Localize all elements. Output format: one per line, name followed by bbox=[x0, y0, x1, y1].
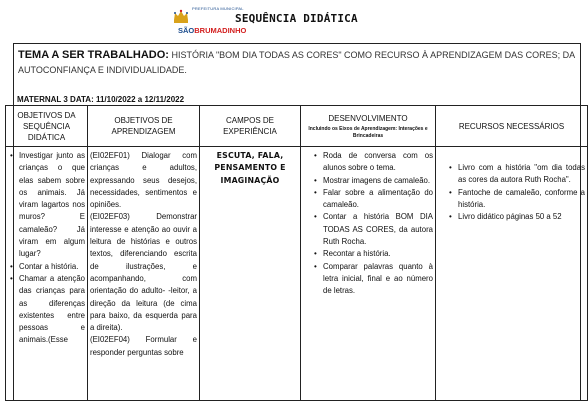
document-title: SEQUÊNCIA DIDÁTICA bbox=[235, 12, 358, 25]
list-item: • Falar sobre a alimentação do camaleão. bbox=[323, 187, 433, 212]
list-item: • Contar a história BOM DIA TODAS AS CORES, da autora Ruth Rocha. bbox=[323, 211, 433, 248]
list-item: • Livro com a história "om dia todas as cores da autora Ruth Rocha". bbox=[458, 162, 585, 187]
logo-name: SÃOBRUMADINHO bbox=[178, 26, 247, 35]
list-item: • Fantoche de camaleão, conforme a história. bbox=[458, 187, 585, 212]
cell-objetivos-aprendizagem bbox=[88, 147, 200, 401]
header-desenvolvimento bbox=[301, 106, 436, 147]
tema-label: TEMA A SER TRABALHADO: bbox=[18, 49, 169, 61]
list-item: • Investigar junto as crianças o que elas sabem sobre os animais. Já viram lagartos nos muros? E camaleão? Já viram em algum lugar? bbox=[19, 150, 85, 261]
plan-table bbox=[5, 105, 588, 401]
list-item: • Mostrar imagens de camaleão. bbox=[323, 175, 433, 187]
desenvolvimento-title: DESENVOLVIMENTO bbox=[328, 113, 408, 123]
objective-text: (EI02EF03) Demonstrar interesse e atenção ao ouvir a leitura de histórias e outros textos, diferenciando escrita de ilustrações, e acompanhando, com orientação do adulto- -leitor, a direção da leitura (de cima para baixo, da esquerda para a direita). bbox=[90, 212, 197, 333]
list-item: • Roda de conversa com os alunos sobre o tema. bbox=[323, 150, 433, 175]
recursos-list bbox=[438, 162, 585, 223]
tema-text: HISTÓRIA "BOM DIA TODAS AS CORES" COMO RECURSO À APRENDIZAGEM DAS CORES; DA AUTOCONFIANÇA E INDIVIDUALIDADE. bbox=[18, 50, 575, 75]
cell-campos-experiencia: ESCUTA, FALA, PENSAMENTO E IMAGINAÇÃO bbox=[200, 147, 301, 401]
objective-text: (EI02EF01) Dialogar com crianças e adultos, expressando seus desejos, necessidades, sentimentos e opiniões. bbox=[90, 151, 197, 210]
header-objetivos-sequencia: OBJETIVOS DA SEQUÊNCIA DIDÁTICA bbox=[6, 106, 88, 147]
desenvolvimento-list bbox=[303, 150, 433, 298]
header-recursos: RECURSOS NECESSÁRIOS bbox=[436, 106, 588, 147]
list-item: • Chamar a atenção das crianças para as diferenças existentes entre pessoas e animais.(Esse bbox=[19, 273, 85, 347]
list-item: • Recontar a história. bbox=[323, 248, 433, 260]
objetivos-sequencia-list bbox=[8, 150, 85, 347]
objective-text: (EI02EF04) Formular e responder perguntas sobre bbox=[90, 335, 197, 357]
list-item: • Contar a história. bbox=[19, 261, 85, 273]
header-campos: CAMPOS DE EXPERIÊNCIA bbox=[200, 106, 301, 147]
municipality-logo bbox=[170, 6, 247, 36]
header-objetivos-aprendizagem: OBJETIVOS DE APRENDIZAGEM bbox=[88, 106, 200, 147]
cell-objetivos-sequencia bbox=[6, 147, 88, 401]
logo-top-text: PREFEITURA MUNICIPAL bbox=[192, 6, 244, 11]
table-row bbox=[6, 147, 588, 401]
list-item: • Comparar palavras quanto à letra inicial, final e ao número de letras. bbox=[323, 261, 433, 298]
class-date-line: MATERNAL 3 DATA: 11/10/2022 a 12/11/2022 bbox=[17, 95, 185, 104]
document-header bbox=[0, 0, 588, 42]
cell-desenvolvimento bbox=[301, 147, 436, 401]
crest-icon bbox=[170, 6, 192, 28]
desenvolvimento-subtitle: Incluindo os Eixos de Aprendizagem: Interações e Brincadeiras bbox=[308, 125, 428, 139]
tema-section bbox=[18, 48, 578, 78]
list-item: • Livro didático páginas 50 a 52 bbox=[458, 211, 585, 223]
table-header-row bbox=[6, 106, 588, 147]
cell-recursos bbox=[436, 147, 588, 401]
